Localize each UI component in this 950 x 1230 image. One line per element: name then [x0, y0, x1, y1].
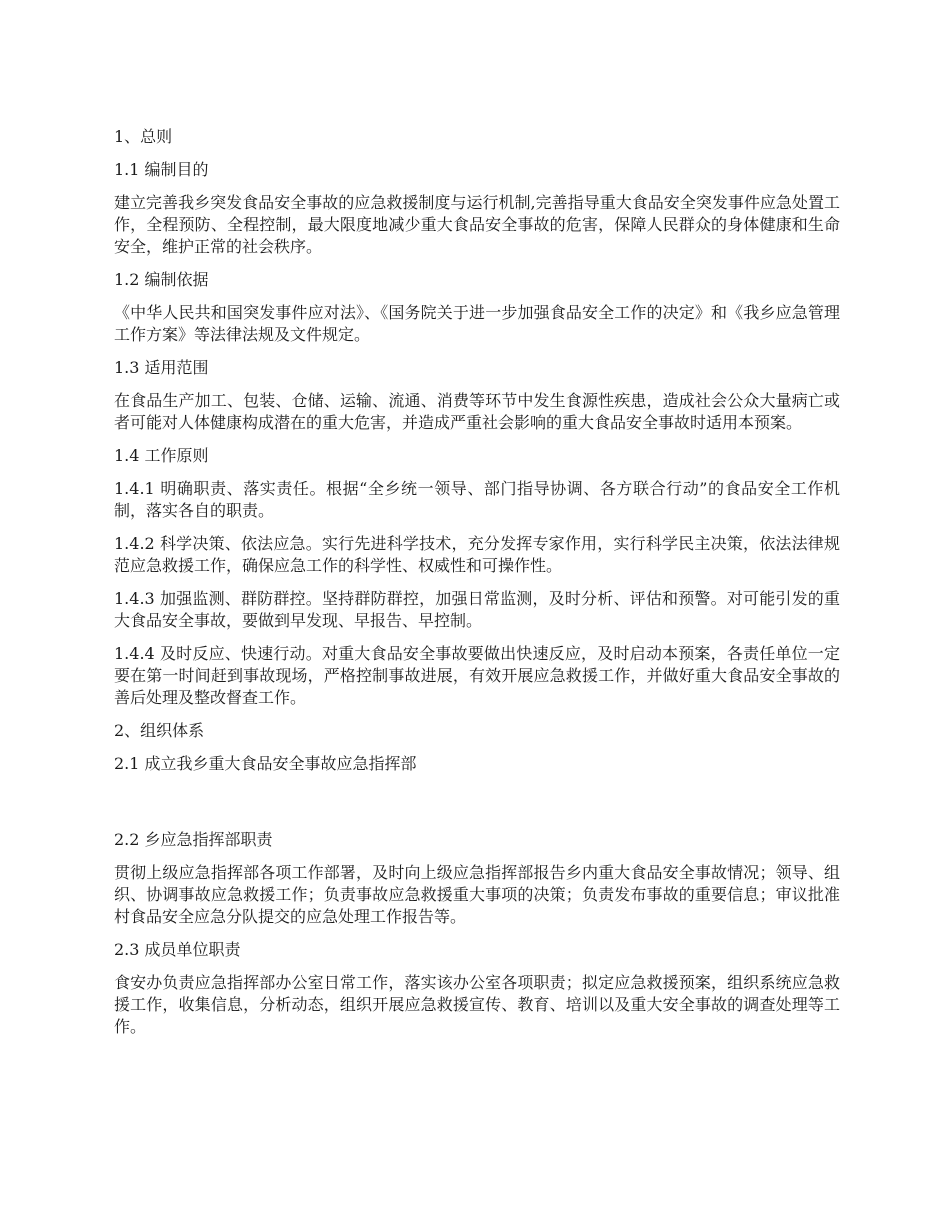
section-2-3-heading: 2.3 成员单位职责: [114, 940, 241, 959]
section-1-1-paragraph: 建立完善我乡突发食品安全事故的应急救援制度与运行机制,完善指导重大食品安全突发事件应急处置工作，全程预防、全程控制，最大限度地减少重大食品安全事故的危害，保障人民群众的身体健康和生命安全，维护正常的社会秩序。: [114, 193, 840, 256]
section-1-2-heading: 1.2 编制依据: [114, 270, 209, 289]
section-2-heading: 2、组织体系: [114, 721, 205, 740]
section-2-2-paragraph: 贯彻上级应急指挥部各项工作部署，及时向上级应急指挥部报告乡内重大食品安全事故情况；领导、组织、协调事故应急救援工作；负责事故应急救援重大事项的决策；负责发布事故的重要信息；审议批准村食品安全应急分队提交的应急处理工作报告等。: [114, 863, 840, 926]
section-1-3-heading: 1.3 适用范围: [114, 358, 209, 377]
section-1-4-1-paragraph: 1.4.1 明确职责、落实责任。根据“全乡统一领导、部门指导协调、各方联合行动”的食品安全工作机制，落实各自的职责。: [114, 479, 840, 520]
section-1-4-heading: 1.4 工作原则: [114, 446, 209, 465]
section-1-1-heading: 1.1 编制目的: [114, 160, 209, 179]
section-2-1-heading: 2.1 成立我乡重大食品安全事故应急指挥部: [114, 754, 417, 773]
document-body: [114, 126, 840, 1049]
section-1-2-paragraph: 《中华人民共和国突发事件应对法》、《国务院关于进一步加强食品安全工作的决定》和《我乡应急管理工作方案》等法律法规及文件规定。: [114, 303, 840, 344]
section-1-heading: 1、总则: [114, 127, 173, 146]
section-1-4-3-paragraph: 1.4.3 加强监测、群防群控。坚持群防群控，加强日常监测，及时分析、评估和预警。对可能引发的重大食品安全事故，要做到早发现、早报告、早控制。: [114, 589, 840, 630]
section-1-3-paragraph: 在食品生产加工、包装、仓储、运输、流通、消费等环节中发生食源性疾患，造成社会公众大量病亡或者可能对人体健康构成潜在的重大危害，并造成严重社会影响的重大食品安全事故时适用本预案。: [114, 391, 840, 432]
section-1-4-4-paragraph: 1.4.4 及时反应、快速行动。对重大食品安全事故要做出快速反应，及时启动本预案，各责任单位一定要在第一时间赶到事故现场，严格控制事故进展，有效开展应急救援工作，并做好重大食品安全事故的善后处理及整改督查工作。: [114, 644, 840, 707]
section-1-4-2-paragraph: 1.4.2 科学决策、依法应急。实行先进科学技术，充分发挥专家作用，实行科学民主决策，依法法律规范应急救援工作，确保应急工作的科学性、权威性和可操作性。: [114, 534, 840, 575]
section-2-3-paragraph: 食安办负责应急指挥部办公室日常工作，落实该办公室各项职责；拟定应急救援预案，组织系统应急救援工作，收集信息，分析动态，组织开展应急救援宣传、教育、培训以及重大安全事故的调查处理等工作。: [114, 973, 840, 1036]
blank-space: [114, 786, 840, 829]
section-2-2-heading: 2.2 乡应急指挥部职责: [114, 830, 273, 849]
